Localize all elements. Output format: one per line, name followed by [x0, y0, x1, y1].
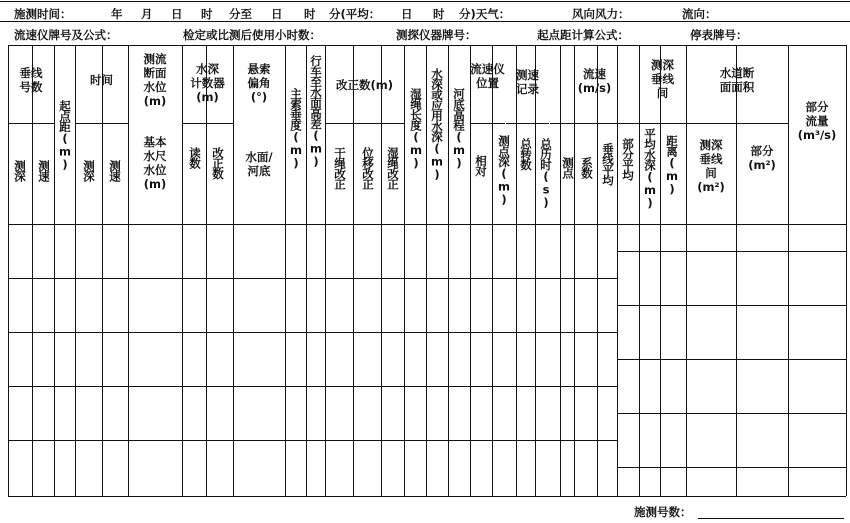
header-field-row2-3: 起点距计算公式： — [537, 28, 629, 42]
row-line-right-2 — [617, 413, 846, 414]
row-line-2 — [8, 386, 617, 387]
col-line-25 — [660, 45, 661, 496]
group-divider-4 — [470, 123, 505, 124]
row-line-right-top — [617, 251, 846, 252]
row-line-right-1 — [617, 359, 846, 360]
col-counter-reading: 读数 — [188, 147, 202, 168]
col-displacement: 位移改正 — [361, 147, 375, 189]
col-line-5 — [182, 45, 183, 496]
header-field-2: 月 — [141, 7, 153, 21]
col-partial-flow: 部分 流量 (m³/s) — [797, 100, 837, 142]
col-water-depth: 水深或应用水深(m) — [430, 68, 444, 181]
header-field-5: 分至 — [229, 7, 252, 21]
col-line-11 — [353, 45, 354, 496]
table-left — [8, 45, 9, 496]
col-depth-vertical: 测深 垂线 间 — [651, 58, 674, 100]
header-field-9: 日 — [401, 7, 413, 21]
col-time: 时间 — [90, 73, 113, 87]
col-velocity-record: 测速 记录 — [516, 68, 539, 96]
col-start-distance: 起点距(m) — [58, 100, 72, 171]
col-mean-depth: 平均水深(m) — [643, 128, 657, 209]
header-bottom — [8, 224, 846, 225]
col-line-3 — [102, 45, 103, 496]
group-divider-8 — [686, 123, 788, 124]
row-line-right-0 — [617, 305, 846, 306]
col-line-19 — [535, 45, 536, 496]
col-counter-correction: 改正数 — [211, 147, 225, 179]
header-field-row2-1: 检定或比测后使用小时数： — [183, 28, 321, 42]
header-field-1: 年 — [111, 7, 123, 21]
header-field-10: 时 — [433, 7, 445, 21]
col-line-15 — [448, 45, 449, 496]
col-total-time: 总历时(s) — [539, 138, 553, 209]
group-divider-3 — [325, 123, 404, 124]
col-main-cable-sag: 主索垂度(m) — [289, 88, 303, 169]
survey-number-label: 施测号数： — [634, 505, 692, 519]
group-divider-5 — [506, 123, 549, 124]
survey-number-blank[interactable] — [698, 518, 844, 519]
col-area: 水道断 面面积 — [719, 66, 755, 94]
col-distance: 距离(m) — [665, 135, 679, 195]
col-line-16 — [470, 45, 471, 496]
group-divider-0 — [8, 123, 54, 124]
header-field-4: 时 — [201, 7, 213, 21]
col-time-velo: 测速 — [108, 160, 122, 181]
col-line-4 — [128, 45, 129, 496]
col-line-1 — [54, 45, 55, 496]
col-line-13 — [404, 45, 405, 496]
col-line-26 — [686, 45, 687, 496]
col-partial-average: 部分平均 — [621, 138, 635, 180]
col-wet-rope: 湿绳改正 — [386, 147, 400, 189]
header-field-3: 日 — [171, 7, 183, 21]
col-line-18 — [516, 45, 517, 496]
row-line-1 — [8, 332, 617, 333]
col-line-2 — [75, 45, 76, 496]
col-line-12 — [381, 45, 382, 496]
col-line-6 — [206, 45, 207, 496]
col-section-level: 测流 断面 水位 (m) — [143, 52, 167, 108]
col-time-depth: 测深 — [82, 160, 96, 181]
col-carriage-height: 行车至水面高差(m) — [309, 55, 323, 168]
col-line-8 — [285, 45, 286, 496]
row-line-right-3 — [617, 467, 846, 468]
header-field-row2-2: 测探仪器牌号： — [396, 28, 477, 42]
col-correction: 改正数(m) — [336, 78, 393, 92]
col-relative: 相对 — [474, 155, 488, 176]
header-field-11: 分)天气： — [459, 7, 511, 21]
col-dry-rope: 干绳改正 — [333, 147, 347, 189]
col-line-20 — [560, 45, 561, 496]
top-rule — [0, 1, 850, 2]
col-depth-meas: 测深 — [13, 160, 27, 181]
col-line-0 — [32, 45, 33, 496]
col-bed-elevation: 河底高程(m) — [452, 88, 466, 169]
col-velocity: 流速 (m/s) — [577, 67, 612, 95]
col-line-27 — [736, 45, 737, 496]
header-field-12: 风向风力： — [572, 7, 630, 21]
group-divider-7 — [639, 123, 686, 124]
col-cable-angle: 悬索 偏角 (°) — [247, 62, 271, 104]
col-gauge-level: 基本 水尺 水位 (m) — [143, 135, 167, 191]
group-divider-6 — [550, 123, 639, 124]
table-bottom — [8, 496, 846, 497]
header-divider — [0, 21, 850, 22]
col-depth-counter: 水深 计数器 (m) — [190, 62, 225, 104]
header-field-0: 施测时间： — [14, 7, 72, 21]
col-line-7 — [233, 45, 234, 496]
col-vertical-no: 垂线 号数 — [19, 66, 43, 94]
col-meter-position: 流速仪 位置 — [470, 62, 505, 90]
col-line-21 — [574, 45, 575, 496]
col-total-revolutions: 总转数 — [519, 138, 533, 170]
col-area-partial: 部分 (m²) — [748, 144, 776, 172]
header-field-8: 分(平均： — [329, 7, 381, 21]
col-line-22 — [597, 45, 598, 496]
table-top — [8, 45, 846, 46]
col-area-between: 测深 垂线 间 (m²) — [697, 138, 725, 194]
table-right — [846, 45, 847, 496]
header-field-row2-0: 流速仪牌号及公式： — [14, 28, 118, 42]
col-velo-meas: 测速 — [37, 160, 51, 181]
header-field-7: 时 — [304, 7, 316, 21]
header-field-13: 流向： — [682, 7, 717, 21]
col-wet-rope-length: 湿绳长度(m) — [409, 88, 423, 169]
header-field-6: 日 — [271, 7, 283, 21]
col-surface-bottom: 水面/ 河底 — [245, 150, 273, 178]
col-line-9 — [306, 45, 307, 496]
group-divider-2 — [182, 123, 233, 124]
header-field-row2-4: 停表牌号： — [690, 28, 748, 42]
col-line-10 — [325, 45, 326, 496]
col-line-23 — [617, 45, 618, 496]
col-coefficient: 系数 — [580, 157, 594, 178]
col-point: 测点 — [561, 157, 575, 178]
col-line-17 — [492, 45, 493, 496]
col-vertical-average: 垂线平均 — [601, 143, 615, 185]
row-line-0 — [8, 278, 617, 279]
col-point-depth: 测点深(m) — [497, 135, 511, 206]
col-line-14 — [426, 45, 427, 496]
col-line-24 — [639, 45, 640, 496]
row-line-3 — [8, 440, 617, 441]
